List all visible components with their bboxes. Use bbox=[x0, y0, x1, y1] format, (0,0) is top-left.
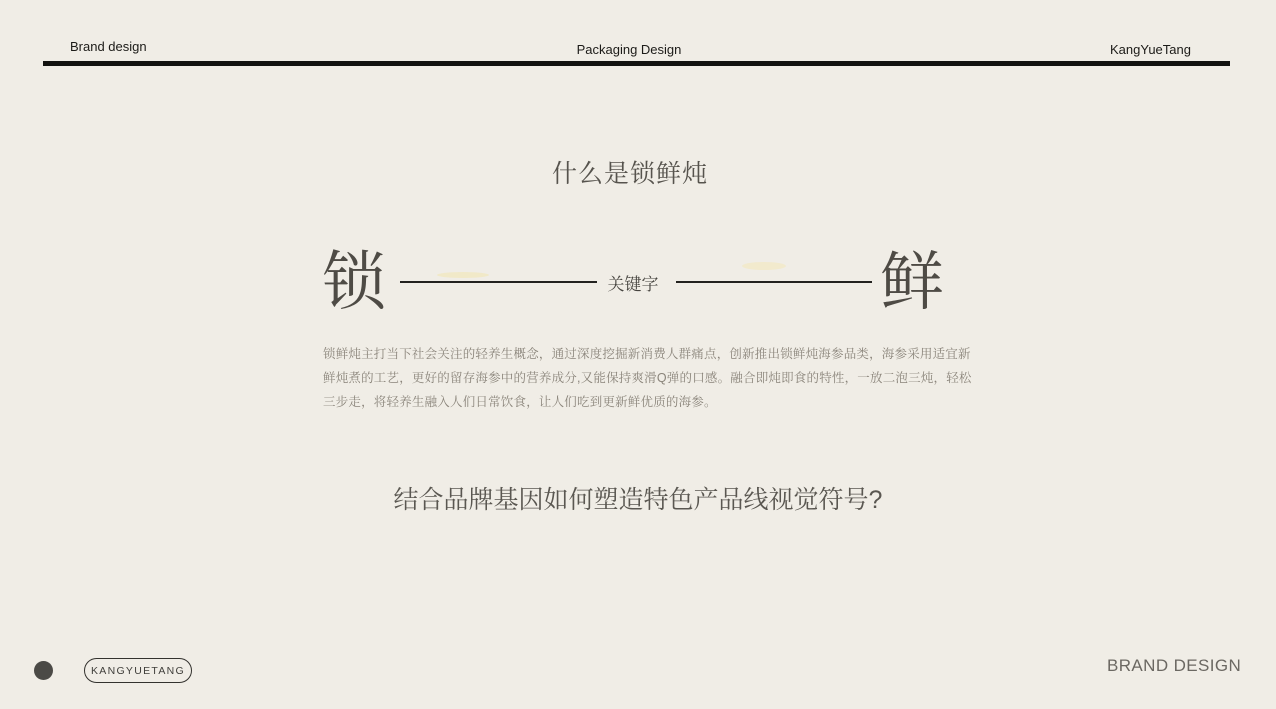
keyword-right-char: 鲜 bbox=[880, 246, 944, 318]
section-title: 什么是锁鲜炖 bbox=[551, 160, 708, 188]
footer-dot bbox=[34, 661, 53, 680]
paragraph-line: 锁鲜炖主打当下社会关注的轻养生概念，通过深度挖掘新消费人群痛点，创新推出锁鲜炖海参品类，海参采用适宜新 bbox=[323, 347, 971, 361]
footer-badge-label: KANGYUETANG bbox=[90, 664, 186, 677]
footer-badge bbox=[84, 658, 192, 683]
footer-brand-label: BRAND DESIGN bbox=[1107, 656, 1242, 675]
paragraph-line: 三步走，将轻养生融入人们日常饮食，让人们吃到更新鲜优质的海参。 bbox=[323, 395, 717, 409]
highlight-smudge bbox=[742, 262, 786, 270]
header-right-label: KangYueTang bbox=[1110, 42, 1191, 57]
keyword-label: 关键字 bbox=[607, 274, 659, 294]
highlight-smudge bbox=[437, 272, 489, 278]
paragraph-line: 鲜炖煮的工艺，更好的留存海参中的营养成分,又能保持爽滑Q弹的口感。融合即炖即食的特性，一放二泡三炖，轻松 bbox=[323, 371, 972, 385]
keyword-left-char: 锁 bbox=[322, 246, 386, 318]
description-paragraph bbox=[323, 342, 972, 414]
keyword-divider-right bbox=[676, 281, 873, 283]
keyword-row bbox=[322, 247, 944, 317]
header-center-label: Packaging Design bbox=[576, 42, 682, 57]
header-left-label: Brand design bbox=[70, 39, 147, 54]
header-rule bbox=[43, 61, 1230, 66]
question-heading: 结合品牌基因如何塑造特色产品线视觉符号? bbox=[393, 486, 883, 514]
keyword-divider-left bbox=[400, 281, 597, 283]
